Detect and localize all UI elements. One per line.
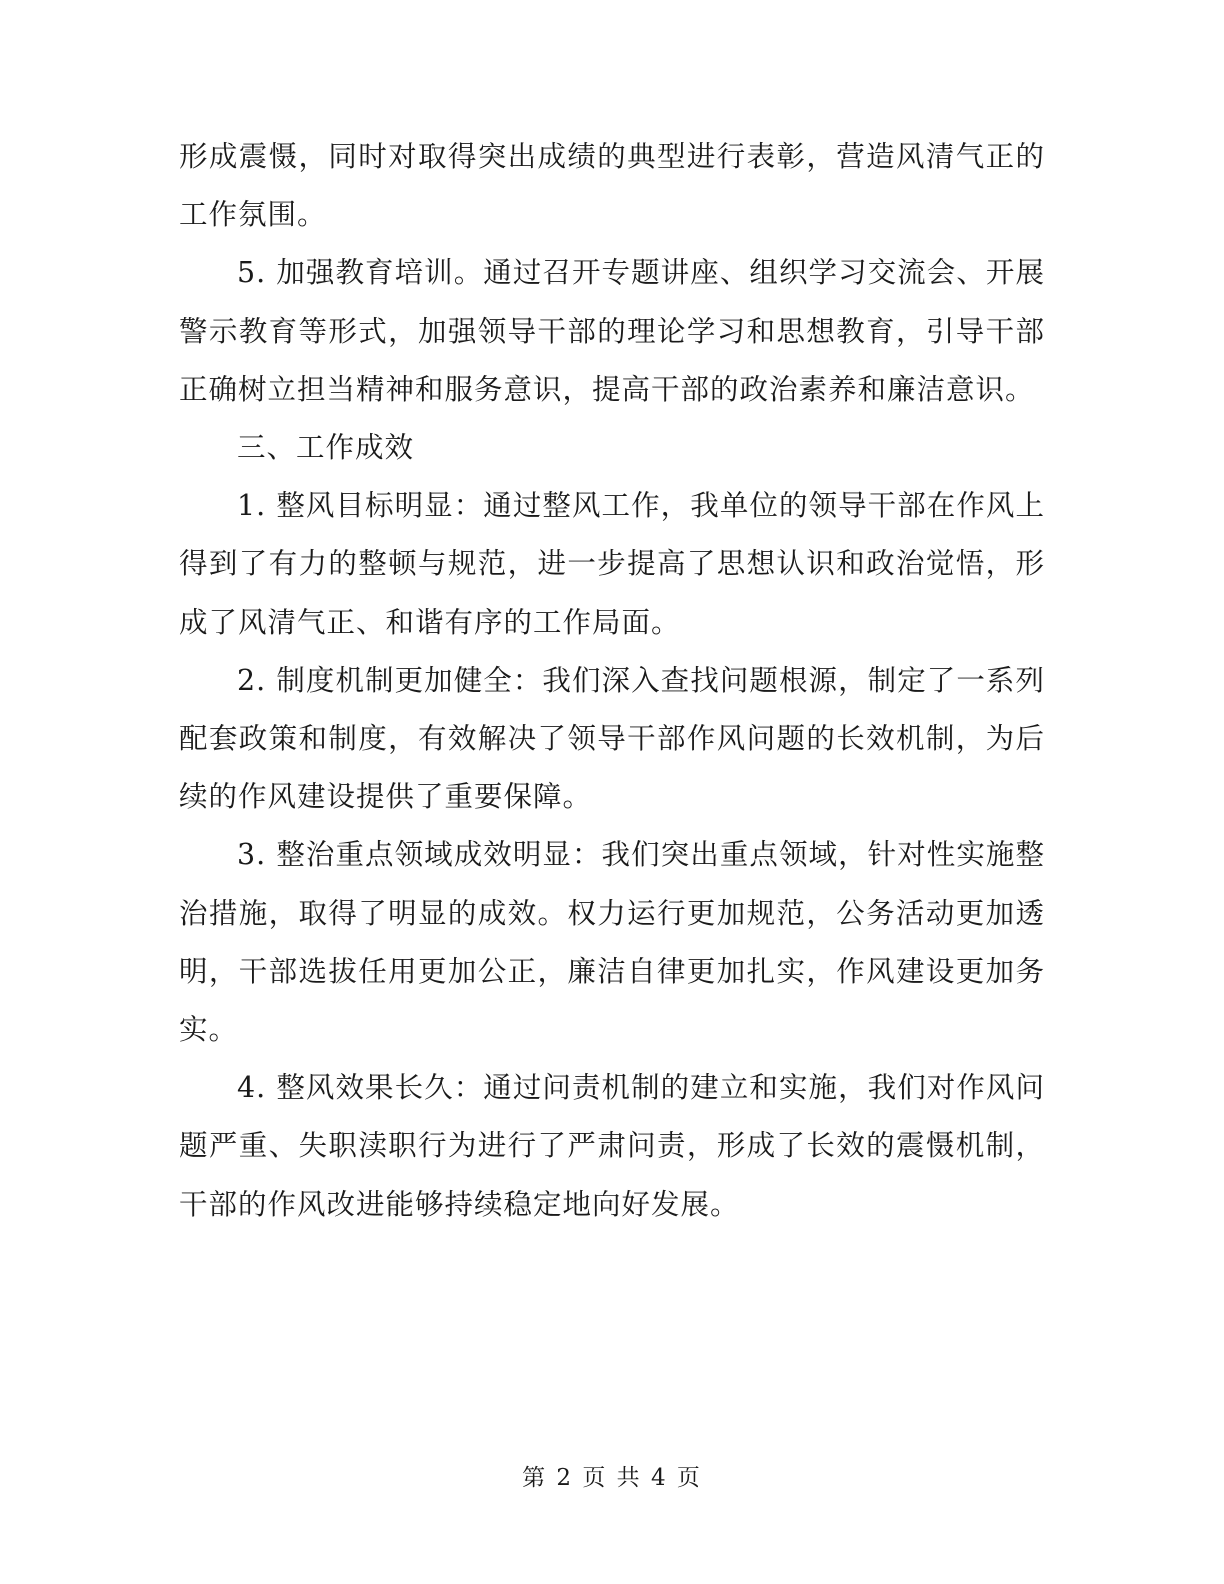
paragraph-item-2: 2. 制度机制更加健全：我们深入查找问题根源，制定了一系列配套政策和制度，有效解决了领导干部作风问题的长效机制，为后续的作风建设提供了重要保障。 [179, 663, 1045, 814]
document-body [179, 128, 1045, 1234]
paragraph-continuation: 形成震慑，同时对取得突出成绩的典型进行表彰，营造风清气正的工作氛围。 [179, 140, 1045, 232]
paragraph-item-1: 1. 整风目标明显：通过整风工作，我单位的领导干部在作风上得到了有力的整顿与规范，进一步提高了思想认识和政治觉悟，形成了风清气正、和谐有序的工作局面。 [179, 489, 1045, 639]
section-heading: 三、工作成效 [237, 431, 415, 465]
paragraph-item-4: 4. 整风效果长久：通过问责机制的建立和实施，我们对作风问题严重、失职渎职行为进行了严肃问责，形成了长效的震慑机制，干部的作风改进能够持续稳定地向好发展。 [179, 1071, 1045, 1221]
paragraph-item-3: 3. 整治重点领域成效明显：我们突出重点领域，针对性实施整治措施，取得了明显的成效。权力运行更加规范，公务活动更加透明，干部选拔任用更加公正，廉洁自律更加扎实，作风建设更加务实。 [179, 838, 1045, 1047]
paragraph-item-5: 5. 加强教育培训。通过召开专题讲座、组织学习交流会、开展警示教育等形式，加强领导干部的理论学习和思想教育，引导干部正确树立担当精神和服务意识，提高干部的政治素养和廉洁意识。 [179, 256, 1045, 406]
page-number-footer: 第 2 页 共 4 页 [522, 1465, 702, 1491]
